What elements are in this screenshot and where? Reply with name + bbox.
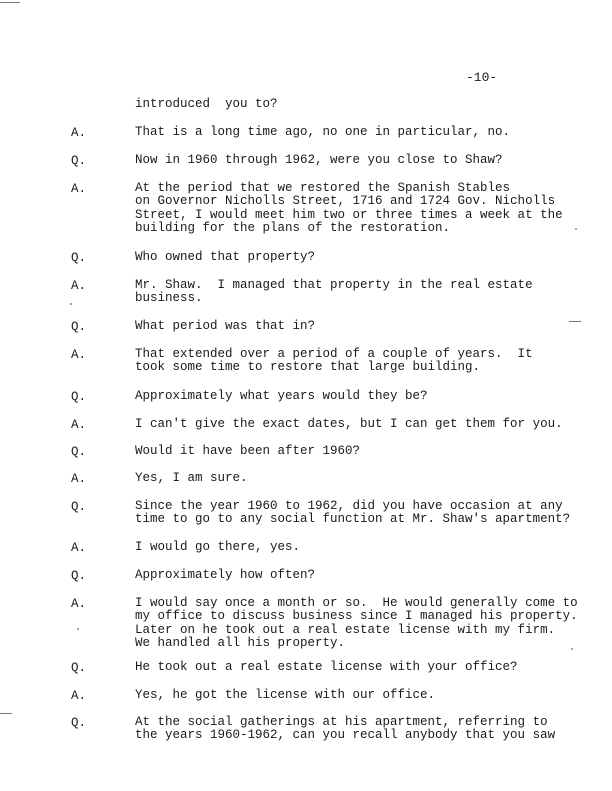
speaker-label: A. xyxy=(71,689,87,703)
testimony-text xyxy=(135,251,315,264)
testimony-text xyxy=(135,445,360,458)
testimony-text xyxy=(135,390,428,403)
testimony-line: At the period that we restored the Spanish Stables xyxy=(135,181,511,195)
speaker-label: A. xyxy=(71,348,87,362)
speaker-label: Q. xyxy=(71,500,87,514)
testimony-line: What period was that in? xyxy=(135,319,316,333)
testimony-line: Would it have been after 1960? xyxy=(135,444,361,458)
testimony-line: I can't give the exact dates, but I can get them for you. xyxy=(135,417,563,431)
testimony-line: Since the year 1960 to 1962, did you have occasion at any xyxy=(135,499,563,513)
testimony-line: Approximately how often? xyxy=(135,568,316,582)
testimony-line: building for the plans of the restoration. xyxy=(135,221,451,236)
scan-mark xyxy=(0,713,12,714)
testimony-line: We handled all his property. xyxy=(135,636,346,651)
testimony-line: my office to discuss business since I managed his property. xyxy=(135,609,578,624)
testimony-line: Now in 1960 through 1962, were you close to Shaw? xyxy=(135,153,503,167)
testimony-line: He took out a real estate license with your office? xyxy=(135,660,518,674)
testimony-text xyxy=(135,569,315,582)
testimony-text xyxy=(135,154,503,167)
speaker-label: Q. xyxy=(71,661,87,675)
testimony-text xyxy=(135,689,435,702)
testimony-text xyxy=(135,418,563,431)
testimony-line: I would say once a month or so. He would generally come to xyxy=(135,596,578,610)
testimony-line: Street, I would meet him two or three times a week at the xyxy=(135,207,563,222)
testimony-line: time to go to any social function at Mr. Shaw's apartment? xyxy=(135,512,571,527)
scan-mark xyxy=(569,321,581,322)
testimony-text xyxy=(135,661,518,674)
testimony-text xyxy=(135,126,510,139)
speaker-label: A. xyxy=(71,279,87,293)
speaker-label: Q. xyxy=(71,320,87,334)
speaker-label: Q. xyxy=(71,390,87,404)
speaker-label: Q. xyxy=(71,569,87,583)
speaker-label: Q. xyxy=(71,445,87,459)
testimony-line: That is a long time ago, no one in particular, no. xyxy=(135,125,511,139)
testimony-line: Yes, I am sure. xyxy=(135,471,248,485)
testimony-text xyxy=(135,320,315,333)
speaker-label: A. xyxy=(71,182,87,196)
testimony-line: took some time to restore that large building. xyxy=(135,360,481,375)
testimony-text xyxy=(135,597,578,651)
testimony-text xyxy=(135,182,563,236)
testimony-text xyxy=(135,472,248,485)
speaker-label: A. xyxy=(71,472,87,486)
testimony-text xyxy=(135,541,300,554)
speaker-label: Q. xyxy=(71,251,87,265)
testimony-text xyxy=(135,98,278,111)
speaker-label: A. xyxy=(71,597,87,611)
page-number: -10- xyxy=(466,70,498,85)
testimony-line: on Governor Nicholls Street, 1716 and 1724 Gov. Nicholls xyxy=(135,194,556,209)
speaker-label: A. xyxy=(71,418,87,432)
testimony-line: Approximately what years would they be? xyxy=(135,389,428,403)
testimony-line: Yes, he got the license with our office. xyxy=(135,688,436,702)
testimony-line: Mr. Shaw. I managed that property in the real estate xyxy=(135,278,533,292)
testimony-text xyxy=(135,279,533,306)
testimony-line: the years 1960-1962, can you recall anybody that you saw xyxy=(135,728,556,743)
testimony-line: At the social gatherings at his apartment, referring to xyxy=(135,715,548,729)
speaker-label: Q. xyxy=(71,154,87,168)
testimony-line: Who owned that property? xyxy=(135,250,316,264)
testimony-line: Later on he took out a real estate license with my firm. xyxy=(135,622,556,637)
testimony-text xyxy=(135,716,555,743)
testimony-line: introduced you to? xyxy=(135,97,278,111)
speaker-label: Q. xyxy=(71,716,87,730)
testimony-line: business. xyxy=(135,291,203,306)
speaker-label: A. xyxy=(71,126,87,140)
testimony-text xyxy=(135,348,533,375)
testimony-line: I would go there, yes. xyxy=(135,540,301,554)
testimony-text xyxy=(135,500,570,527)
scan-speck xyxy=(70,303,72,305)
scan-mark xyxy=(0,2,20,3)
scan-speck xyxy=(575,228,577,230)
speaker-label: A. xyxy=(71,541,87,555)
scan-speck xyxy=(77,628,79,630)
testimony-line: That extended over a period of a couple of years. It xyxy=(135,347,533,361)
